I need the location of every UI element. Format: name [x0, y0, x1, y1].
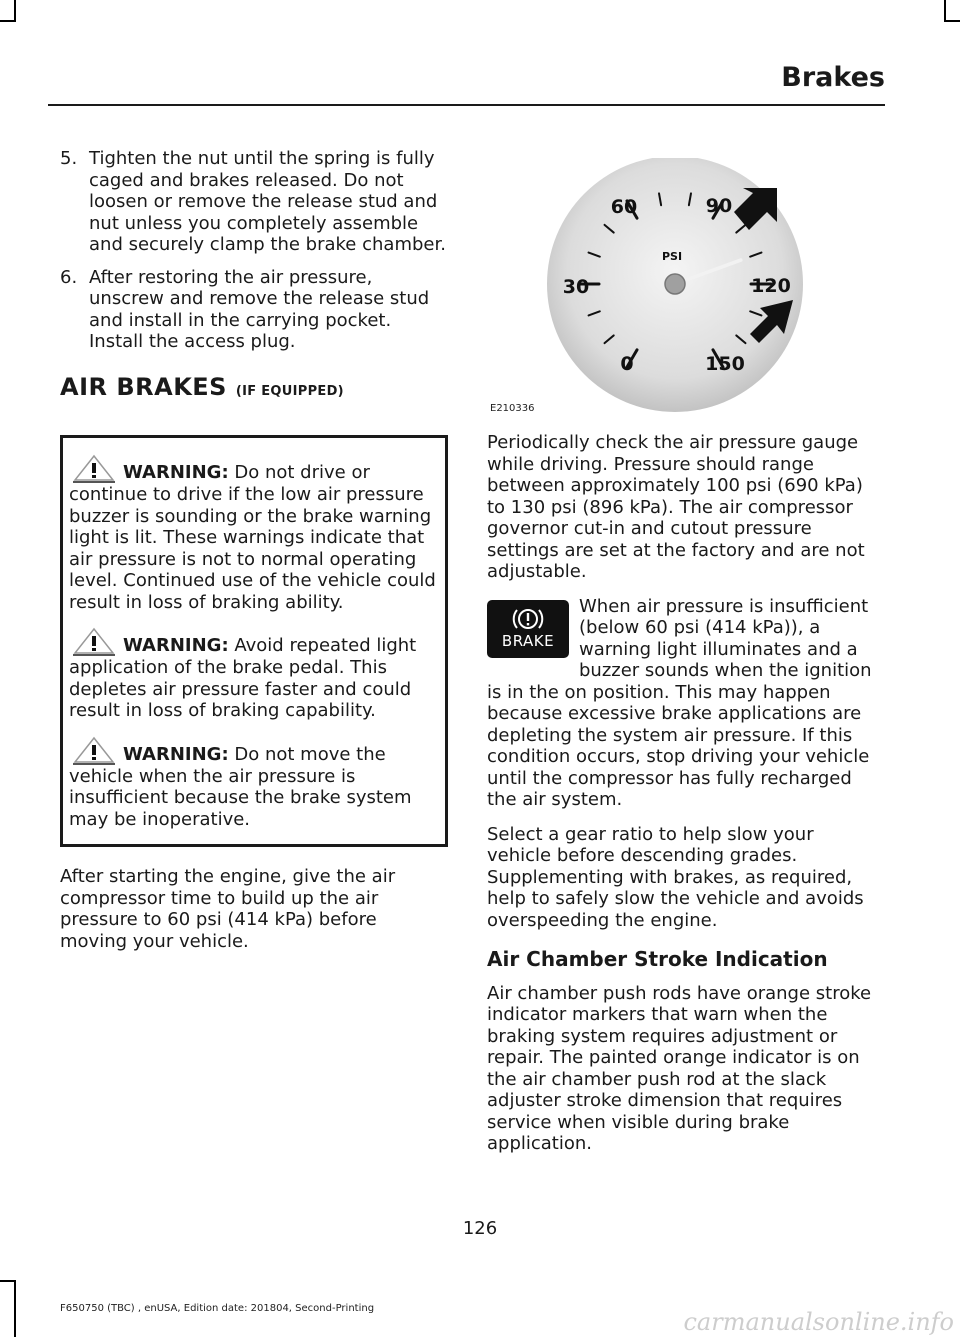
header-rule [48, 104, 885, 106]
crop-mark [14, 1280, 16, 1337]
warning-item [69, 736, 439, 831]
footer-edition: F650750 (TBC) , enUSA, Edition date: 201804, Second-Printing [60, 1303, 375, 1314]
warning-item [69, 454, 439, 613]
gauge-label: 60 [610, 196, 638, 218]
warning-triangle-icon [69, 736, 119, 766]
brake-warning-icon [487, 600, 569, 658]
brake-warning-block [487, 596, 882, 811]
body-paragraph: When air pressure is insufficient (below 60 psi (414 kPa)), a warning light illuminates and a buzzer sounds when the ignition is in the on position. This may happen because excessive brake applications are depleting the system air pressure. If this condition occurs, stop driving your vehicle until the compressor has fully recharged the air system. [487, 595, 872, 810]
gauge-label: 120 [751, 275, 791, 297]
body-paragraph: Air chamber push rods have orange stroke indicator markers that warn when the braking system requires adjustment or repair. The painted orange indicator is on the air chamber push rod at the slack adjuster stroke dimension that requires service when visible during brake application. [487, 982, 872, 1154]
gauge-unit: PSI [661, 250, 683, 263]
warning-triangle-icon [69, 627, 119, 657]
step-number: 6. [60, 266, 78, 288]
crop-mark [0, 1280, 16, 1282]
right-column [487, 432, 882, 1168]
section-heading [60, 372, 448, 403]
gauge-label: 0 [620, 353, 634, 375]
page-number: 126 [462, 1218, 498, 1239]
warning-text: Do not drive or continue to drive if the low air pressure buzzer is sounding or the brake warning light is lit. These warnings indicate that air pressure is not to normal operating level. Continued use of the vehicle could result in loss of braking ability. [69, 462, 436, 613]
step-item [60, 267, 448, 353]
step-text: Tighten the nut until the spring is fully caged and brakes released. Do not loosen or remove the release stud and nut unless you completely assemble and securely clamp the brake chamber. [89, 148, 446, 255]
body-paragraph: Periodically check the air pressure gauge while driving. Pressure should range between approximately 100 psi (690 kPa) to 130 psi (896 kPa). The air compressor governor cut-in and cutout pressure settings are set at the factory and are not adjustable. [487, 432, 865, 582]
crop-mark [0, 20, 16, 22]
body-paragraph: Select a gear ratio to help slow your vehicle before descending grades. Supplementing with brakes, as required, help to safely slow the vehicle and avoids overspeeding the engine. [487, 823, 864, 931]
warning-text: Avoid repeated light application of the brake pedal. This depletes air pressure faster and could result in loss of braking capability. [69, 635, 417, 721]
warning-triangle-icon [69, 454, 119, 484]
step-number: 5. [60, 148, 78, 169]
section-title: AIR BRAKES [60, 372, 227, 401]
crop-mark [944, 0, 946, 22]
watermark: carmanualsonline.info [683, 1308, 954, 1336]
steps-list [60, 148, 448, 353]
crop-mark [14, 0, 16, 22]
section-qualifier: (IF EQUIPPED) [235, 383, 344, 399]
gauge-hub [665, 274, 685, 294]
step-item [60, 148, 448, 256]
warning-label: WARNING: [123, 462, 229, 483]
brake-symbol-icon [512, 605, 544, 633]
warning-item [69, 627, 439, 722]
warning-text: Do not move the vehicle when the air pressure is insufficient because the brake system may be inoperative. [69, 743, 412, 830]
warning-label: WARNING: [123, 743, 229, 765]
pressure-gauge-icon [487, 158, 807, 418]
brake-icon-label: BRAKE [501, 632, 555, 650]
figure-code: E210336 [490, 403, 535, 414]
step-text: After restoring the air pressure, unscrew and remove the release stud and install in the carrying pocket. Install the access plug. [89, 266, 430, 352]
warning-box [60, 435, 448, 847]
warning-label: WARNING: [123, 635, 229, 656]
page-title: Brakes [781, 62, 885, 93]
gauge-label: 30 [562, 276, 590, 298]
gauge-label: 150 [705, 353, 745, 375]
crop-mark [944, 20, 960, 22]
subheading: Air Chamber Stroke Indication [487, 947, 828, 971]
left-column [60, 148, 448, 965]
body-paragraph: After starting the engine, give the air compressor time to build up the air pressure to 60 psi (414 kPa) before moving your vehicle. [60, 866, 396, 952]
gauge-label: 90 [705, 195, 733, 217]
